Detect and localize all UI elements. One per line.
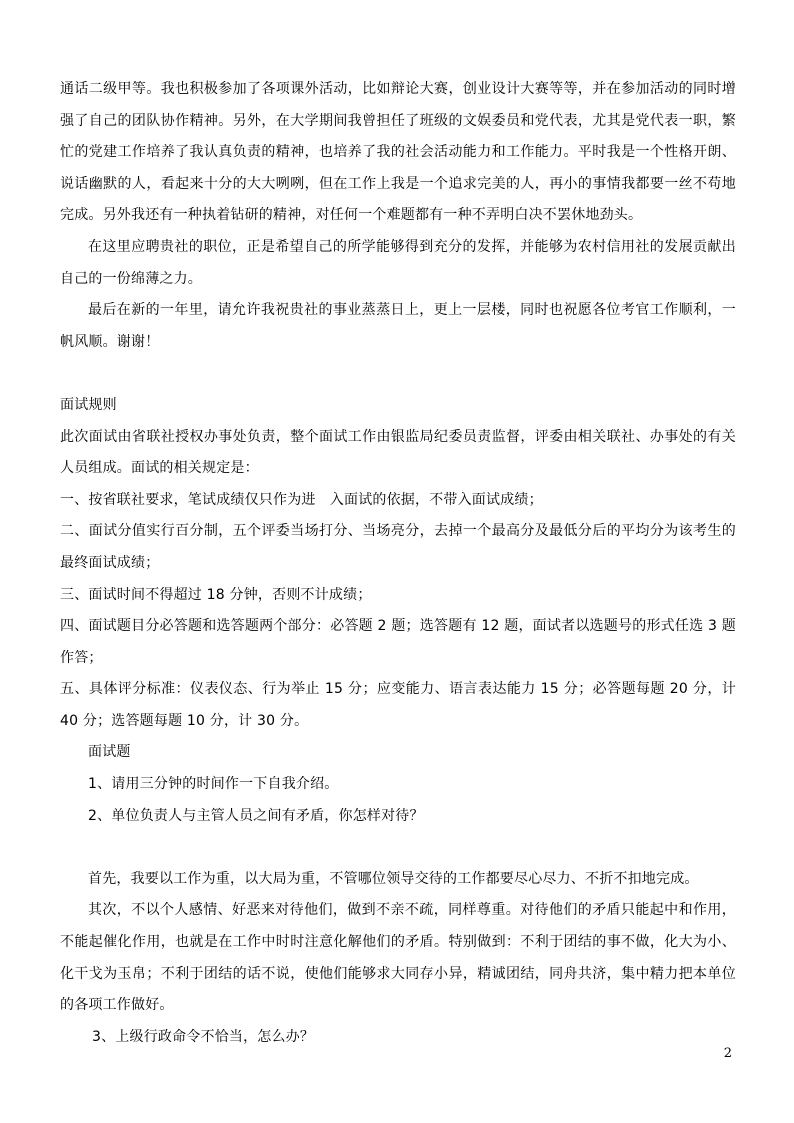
question-3: 3、上级行政命令不恰当，怎么办？ — [92, 1028, 315, 1045]
intro-paragraph-2: 在这里应聘贵社的职位，正是希望自己的所学能够得到充分的发挥，并能够为农村信用社的发展贡献出自己的一份绵薄之力。 — [60, 238, 736, 287]
answer-paragraph-1: 首先，我要以工作为重，以大局为重，不管哪位领导交待的工作都要尽心尽力、不折不扣地完成。 — [88, 870, 699, 887]
intro-paragraph-3: 最后在新的一年里，请允许我祝贵社的事业蒸蒸日上，更上一层楼，同时也祝愿各位考官工作顺利，一帆风顺。谢谢！ — [60, 302, 736, 350]
rule-item-1: 一、按省联社要求，笔试成绩仅只作为进 入面试的依据，不带入面试成绩； — [60, 491, 543, 508]
answer-paragraph-2: 其次，不以个人感情、好恶来对待他们，做到不亲不疏，同样尊重。对待他们的矛盾只能起中和作用，不能起催化作用，也就是在工作中时时注意化解他们的矛盾。特别做到：不利于团结的事不做，化大为小、化干戈为玉帛；不利于团结的话不说，使他们能够求大同存小异，精诚团结，同舟共济，集中精力把本单位的各项工作做好。 — [60, 902, 736, 1014]
intro-paragraph-1: 通话二级甲等。我也积极参加了各项课外活动，比如辩论大赛，创业设计大赛等等，并在参加活动的同时增强了自己的团队协作精神。另外，在大学期间我曾担任了班级的文娱委员和党代表，尤其是党代表一职，繁忙的党建工作培养了我认真负责的精神，也培养了我的社会活动能力和工作能力。平时我是一个性格开朗、说话幽默的人，看起来十分的大大咧咧，但在工作上我是一个追求完美的人，再小的事情我都要一丝不苟地完成。另外我还有一种执着钻研的精神，对任何一个难题都有一种不弄明白决不罢休地劲头。 — [60, 81, 736, 224]
section-gap — [60, 358, 736, 390]
document-body — [60, 74, 736, 1053]
questions-title: 面试题 — [88, 744, 131, 761]
rules-title: 面试规则 — [60, 396, 117, 413]
rule-item-3: 三、面试时间不得超过 18 分钟，否则不计成绩； — [60, 586, 372, 603]
page-number: 2 — [723, 1046, 732, 1061]
question-1: 1、请用三分钟的时间作一下自我介绍。 — [88, 776, 339, 793]
rule-item-4: 四、面试题目分必答题和选答题两个部分：必答题 2 题；选答题有 12 题，面试者以选题号的形式任选 3 题作答； — [60, 618, 736, 666]
section-gap — [60, 832, 736, 864]
rules-intro: 此次面试由省联社授权办事处负责，整个面试工作由银监局纪委员责监督，评委由相关联社、办事处的有关人员组成。面试的相关规定是： — [60, 428, 736, 477]
question-2: 2、单位负责人与主管人员之间有矛盾，你怎样对待？ — [88, 807, 424, 824]
rule-item-2: 二、面试分值实行百分制，五个评委当场打分、当场亮分，去掉一个最高分及最低分后的平均分为该考生的最终面试成绩； — [60, 523, 736, 571]
rule-item-5: 五、具体评分标准：仪表仪态、行为举止 15 分；应变能力、语言表达能力 15 分；必答题每题 20 分，计 40 分；选答题每题 10 分，计 30 分。 — [60, 681, 736, 729]
